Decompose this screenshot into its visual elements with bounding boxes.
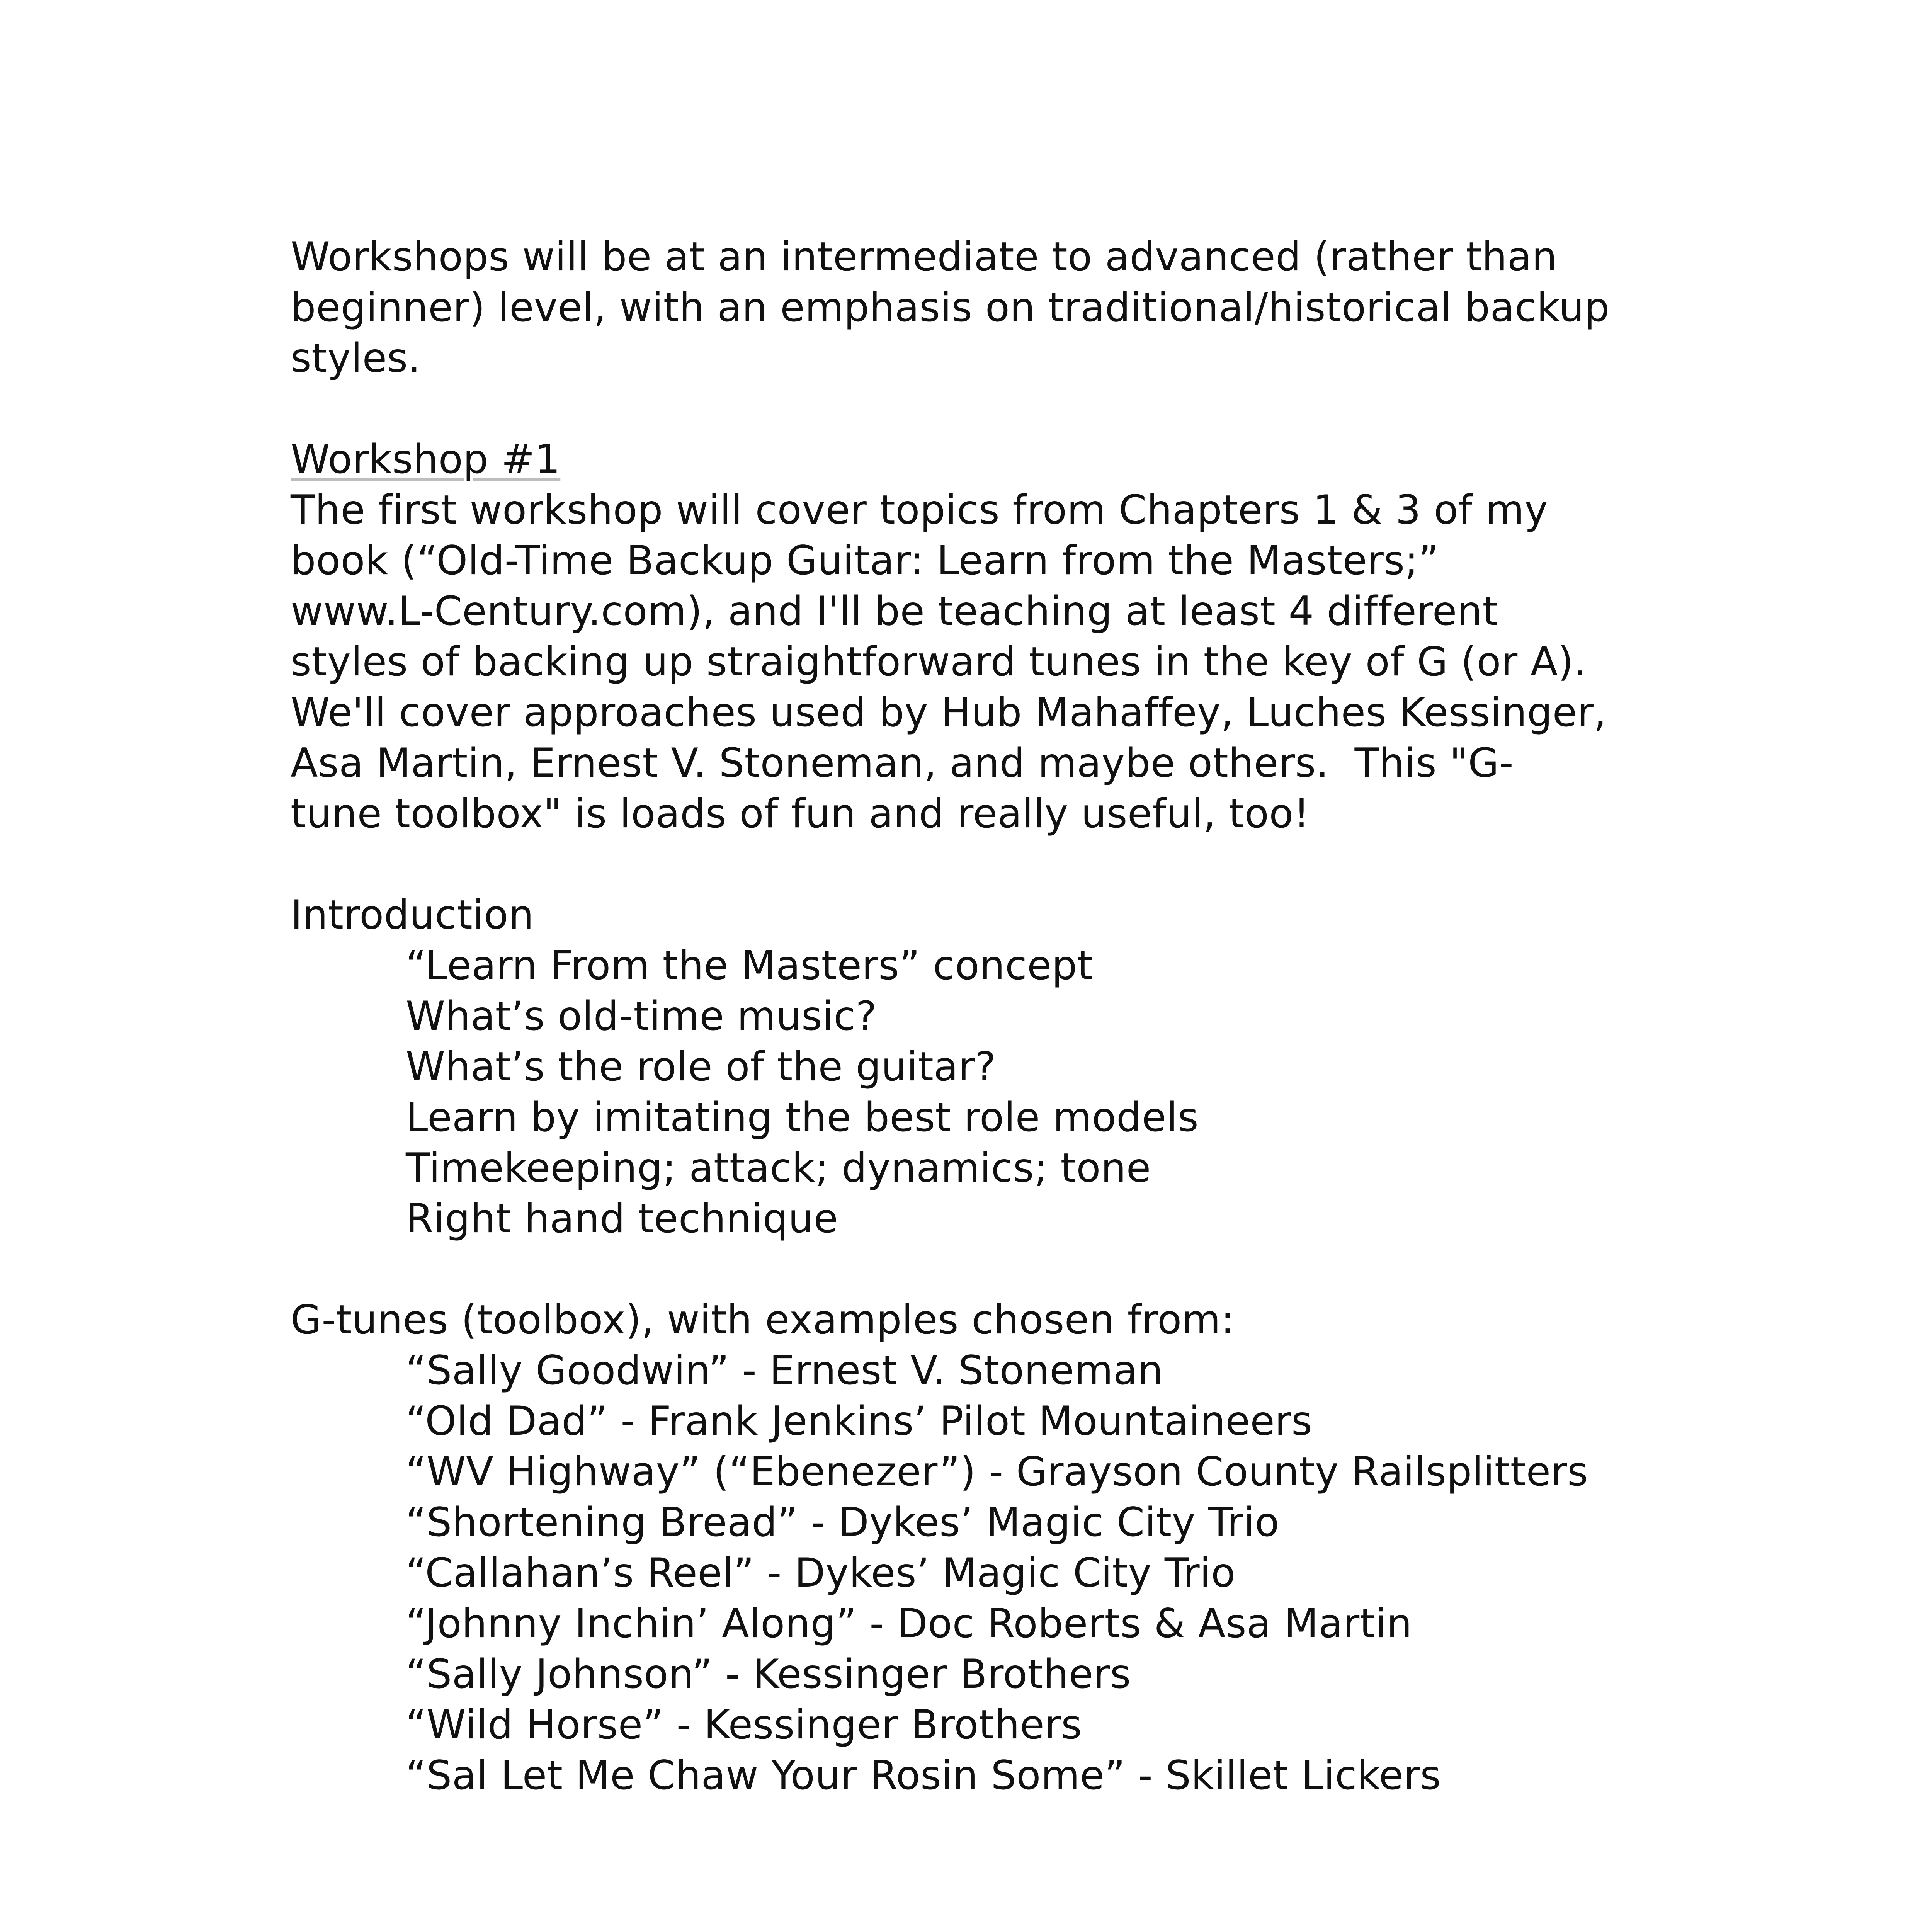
gtune-item: “Wild Horse” - Kessinger Brothers [406, 1702, 1082, 1748]
gtunes-section [291, 1295, 1720, 1801]
gtune-item: “Old Dad” - Frank Jenkins’ Pilot Mountaineers [406, 1398, 1313, 1444]
workshop-description-line: www.L-Century.com), and I'll be teaching at least 4 different [291, 588, 1498, 634]
gtune-item: “Shortening Bread” - Dykes’ Magic City Trio [406, 1499, 1280, 1546]
paragraph-spacer [291, 839, 1720, 890]
workshop-description-line: We'll cover approaches used by Hub Mahaffey, Luches Kessinger, [291, 689, 1607, 736]
introduction-title: Introduction [291, 892, 534, 938]
workshop-description-line: book (“Old-Time Backup Guitar: Learn from the Masters;” [291, 537, 1439, 584]
introduction-item: Right hand technique [406, 1196, 838, 1242]
workshop-heading-row [291, 434, 1720, 485]
introduction-item: “Learn From the Masters” concept [406, 942, 1093, 989]
workshop-description-line: The first workshop will cover topics from Chapters 1 & 3 of my [291, 487, 1548, 533]
workshop-section [291, 434, 1720, 839]
gtune-item: “WV Highway” (“Ebenezer”) - Grayson County Railsplitters [406, 1449, 1588, 1495]
paragraph-spacer [291, 1244, 1720, 1295]
intro-paragraph [291, 232, 1720, 384]
introduction-item: What’s old-time music? [406, 993, 877, 1039]
introduction-item: Timekeeping; attack; dynamics; tone [406, 1145, 1151, 1191]
gtune-item: “Callahan’s Reel” - Dykes’ Magic City Trio [406, 1550, 1236, 1596]
document-body [291, 232, 1720, 1801]
gtune-item: “Sal Let Me Chaw Your Rosin Some” - Skillet Lickers [406, 1752, 1441, 1799]
gtunes-title: G-tunes (toolbox), with examples chosen from: [291, 1297, 1235, 1343]
intro-line: styles. [291, 335, 421, 381]
introduction-item: Learn by imitating the best role models [406, 1094, 1199, 1141]
workshop-description-line: tune toolbox" is loads of fun and really useful, too! [291, 791, 1310, 837]
intro-line: Workshops will be at an intermediate to advanced (rather than [291, 234, 1558, 280]
introduction-item: What’s the role of the guitar? [406, 1044, 996, 1090]
gtune-item: “Johnny Inchin’ Along” - Doc Roberts & Asa Martin [406, 1600, 1412, 1647]
paragraph-spacer [291, 384, 1720, 434]
intro-line: beginner) level, with an emphasis on traditional/historical backup [291, 284, 1610, 331]
gtune-item: “Sally Goodwin” - Ernest V. Stoneman [406, 1347, 1163, 1394]
workshop-description-line: Asa Martin, Ernest V. Stoneman, and maybe others. This "G- [291, 740, 1514, 786]
gtune-item: “Sally Johnson” - Kessinger Brothers [406, 1651, 1131, 1697]
workshop-heading: Workshop #1 [291, 436, 561, 483]
workshop-description-line: styles of backing up straightforward tunes in the key of G (or A). [291, 639, 1587, 685]
introduction-section [291, 890, 1720, 1244]
